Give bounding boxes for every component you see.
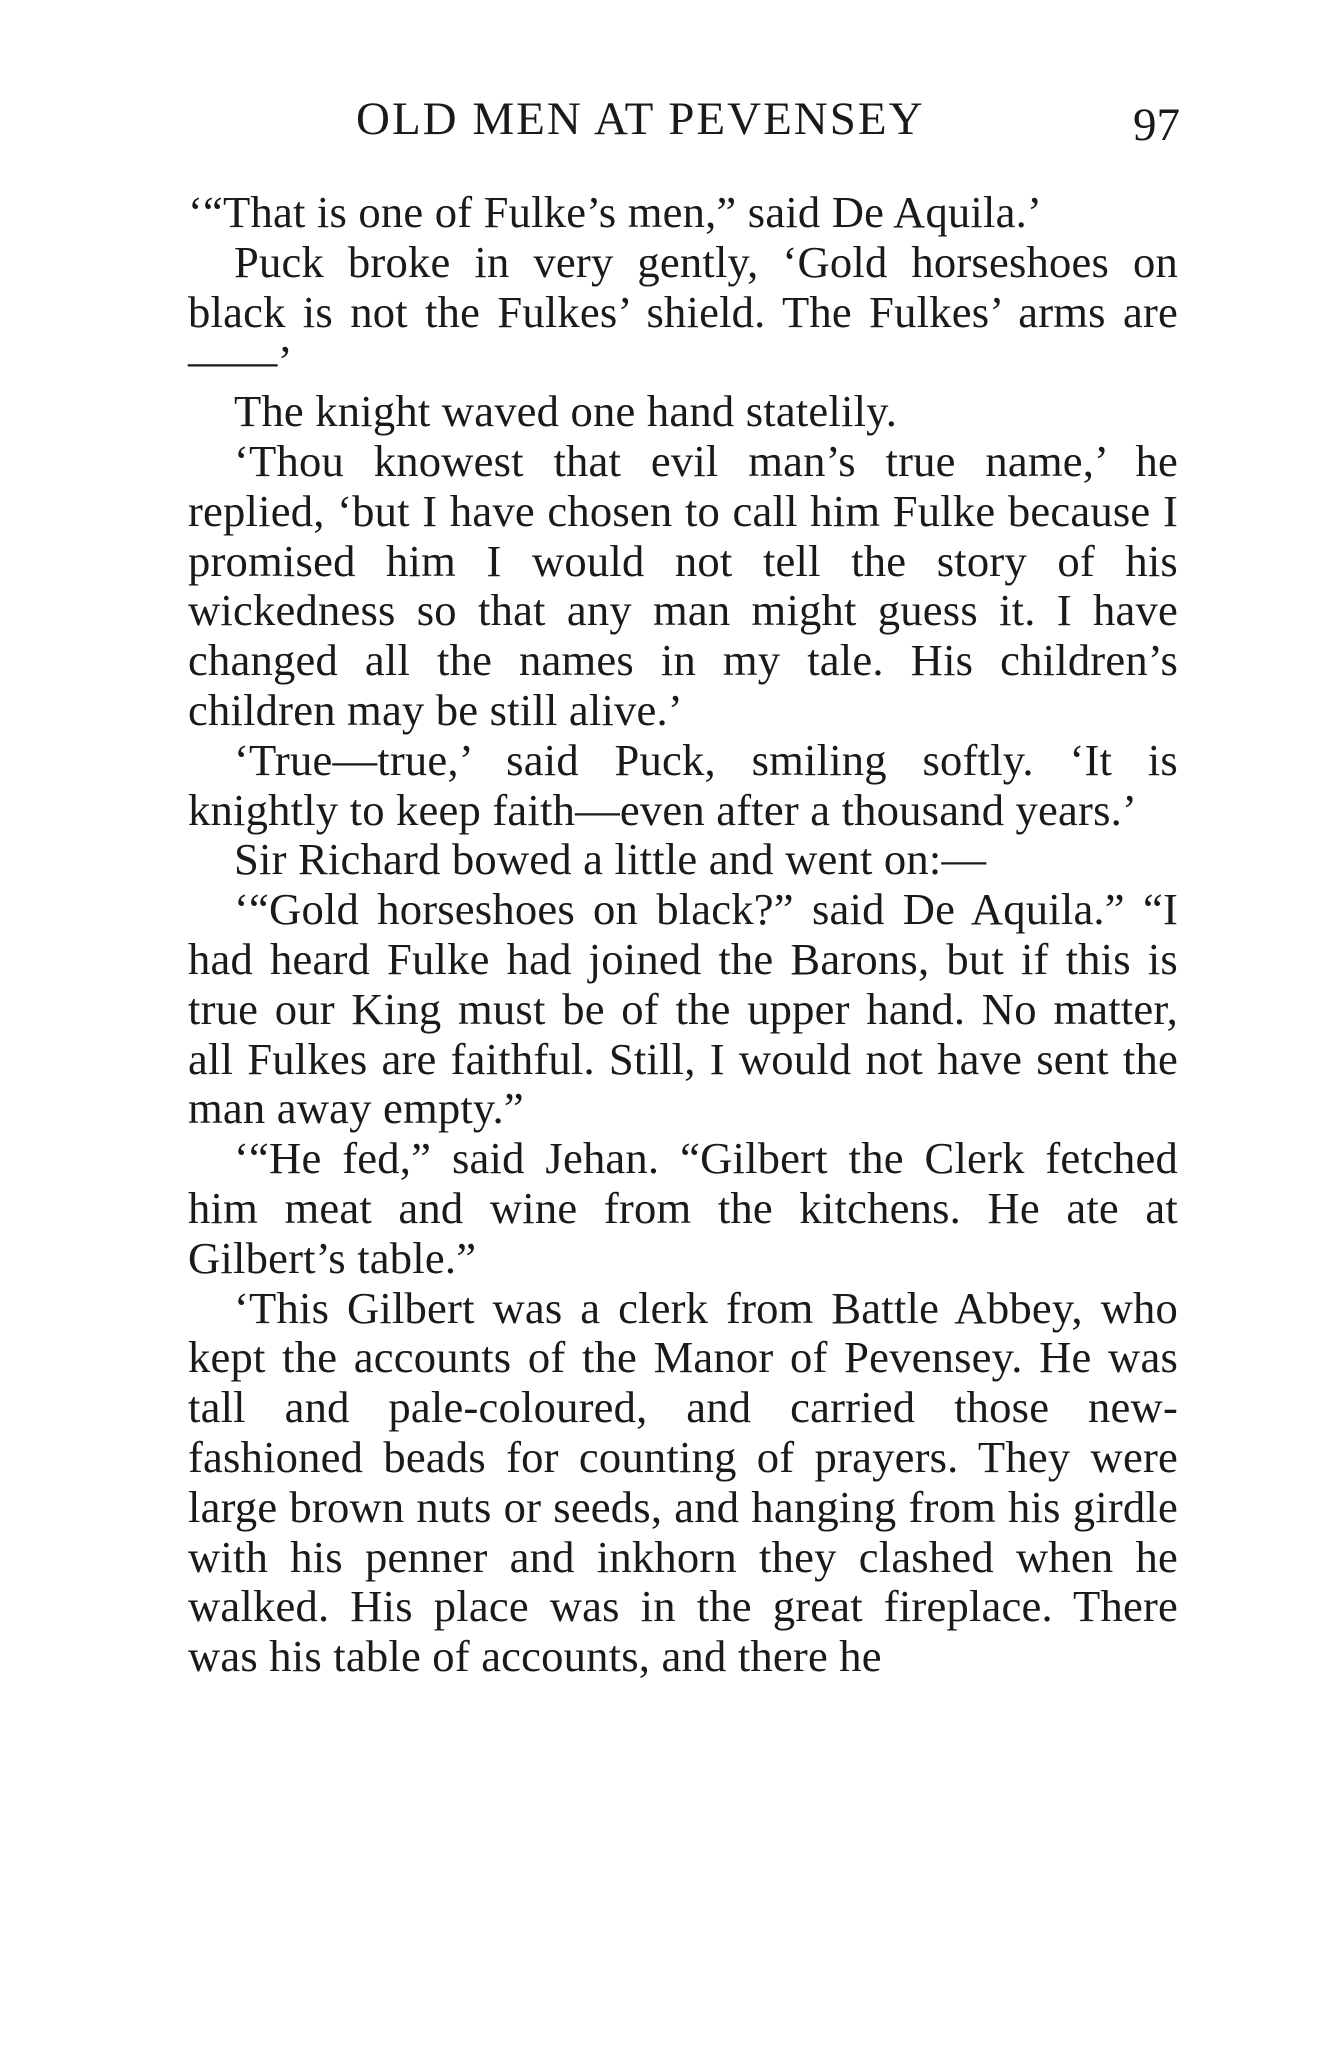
- paragraph-9: ‘This Gilbert was a clerk from Battle Abbey, who kept the accounts of the Manor of Pevensey. He was tall and pale-coloured, and carried those new-fashioned beads for counting of prayers. They were large brown nuts or seeds, and hanging from his girdle with his penner and inkhorn they clashed when he walked. His place was in the great fireplace. There was his table of accounts, and there he: [188, 1282, 1178, 1682]
- paragraph-2: Puck broke in very gently, ‘Gold horseshoes on black is not the Fulkes’ shield. The Fulkes’ arms are——’: [188, 236, 1178, 387]
- body-text: [188, 188, 1178, 1682]
- paragraph-1: ‘“That is one of Fulke’s men,” said De Aquila.’: [188, 187, 1043, 237]
- page-number: 97: [1133, 99, 1180, 151]
- running-head: [188, 92, 1184, 152]
- paragraph-8: ‘“He fed,” said Jehan. “Gilbert the Clerk fetched him meat and wine from the kitchens. He ate at Gilbert’s table.”: [188, 1133, 1178, 1283]
- paragraph-4: ‘Thou knowest that evil man’s true name,’ he replied, ‘but I have chosen to call him Fulke because I promised him I would not tell the story of his wickedness so that any man might guess it. I have changed all the names in my tale. His children’s children may be still alive.’: [188, 435, 1178, 735]
- paragraph-7: ‘“Gold horseshoes on black?” said De Aquila.” “I had heard Fulke had joined the Barons, but if this is true our King must be of the upper hand. No matter, all Fulkes are faithful. Still, I would not have sent the man away empty.”: [188, 884, 1178, 1134]
- paragraph-3: The knight waved one hand statelily.: [234, 386, 898, 437]
- paragraph-5: ‘True—true,’ said Puck, smiling softly. ‘It is knightly to keep faith—even after a thousand years.’: [188, 734, 1178, 835]
- running-title: OLD MEN AT PEVENSEY: [356, 93, 925, 145]
- paragraph-6: Sir Richard bowed a little and went on:—: [234, 834, 987, 885]
